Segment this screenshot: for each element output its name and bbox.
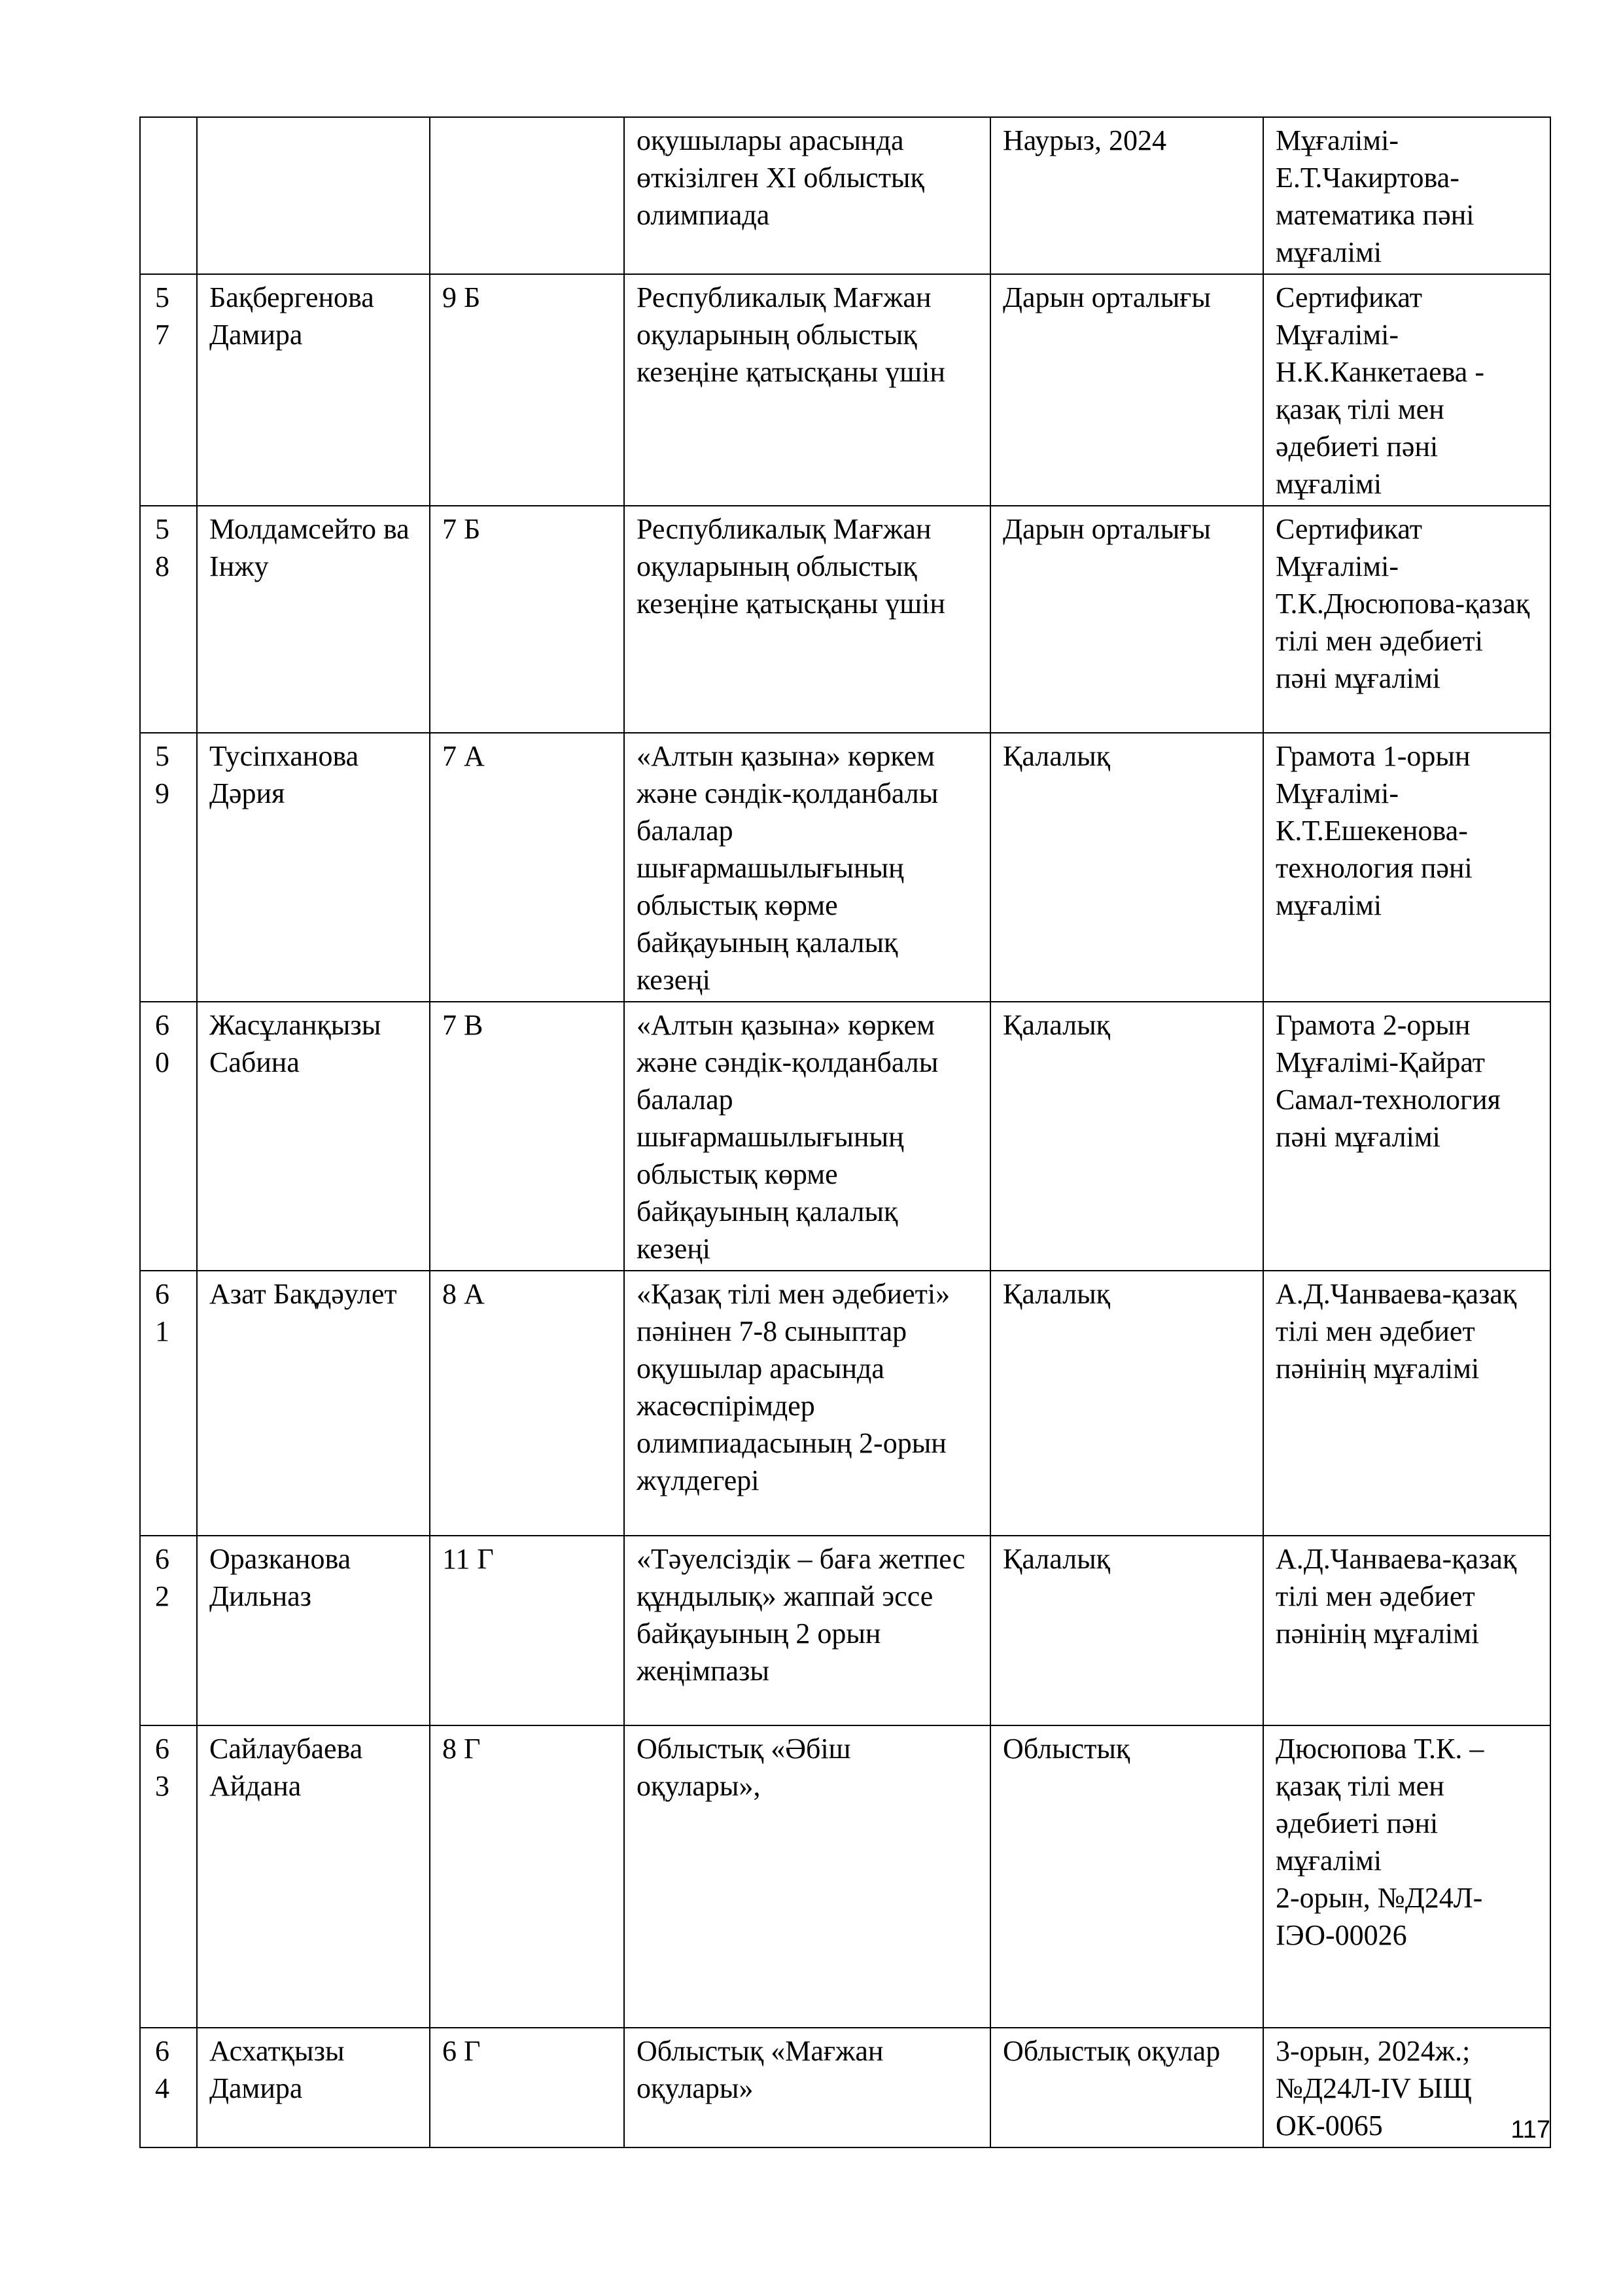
result-and-teacher: Сертификат Мұғалімі- Т.К.Дюсюпова-қазақ тілі мен әдебиеті пәні мұғалімі [1263,506,1550,733]
table-row [140,1725,1550,2028]
event-level: Қалалық [990,1536,1263,1725]
row-number: 5 7 [140,274,197,506]
student-name: Сайлаубаева Айдана [197,1725,430,2028]
result-and-teacher: А.Д.Чанваева-қазақ тілі мен әдебиет пәнінің мұғалімі [1263,1271,1550,1536]
student-name: Бақбергенова Дамира [197,274,430,506]
table-row [140,117,1550,274]
row-number: 6 2 [140,1536,197,1725]
event-description: Республикалық Мағжан оқуларының облыстық кезеңіне қатысқаны үшін [624,274,990,506]
table-row [140,506,1550,733]
row-number: 6 1 [140,1271,197,1536]
result-and-teacher: 3-орын, 2024ж.; №Д24Л-IV ЫЩ ОК-0065 [1263,2028,1550,2147]
student-class: 7 В [430,1002,624,1271]
result-and-teacher: Сертификат Мұғалімі- Н.К.Канкетаева - қазақ тілі мен әдебиеті пәні мұғалімі [1263,274,1550,506]
event-description: «Қазақ тілі мен әдебиеті» пәнінен 7-8 сыныптар оқушылар арасында жасөспірімдер олимпиадасының 2-орын жүлдегері [624,1271,990,1536]
event-level: Қалалық [990,733,1263,1002]
event-description: «Алтын қазына» көркем және сәндік-қолданбалы балалар шығармашылығының облыстық көрме байқауының қалалық кезеңі [624,1002,990,1271]
result-and-teacher: Дюсюпова Т.К. – қазақ тілі мен әдебиеті пәні мұғалімі 2-орын, №Д24Л-ІЭО-00026 [1263,1725,1550,2028]
event-level: Қалалық [990,1271,1263,1536]
table-row [140,1002,1550,1271]
result-and-teacher: Грамота 2-орын Мұғалімі-Қайрат Самал-технология пәні мұғалімі [1263,1002,1550,1271]
student-class: 9 Б [430,274,624,506]
result-and-teacher: А.Д.Чанваева-қазақ тілі мен әдебиет пәнінің мұғалімі [1263,1536,1550,1725]
table-row [140,2028,1550,2147]
event-description: оқушылары арасында өткізілген XI облыстық олимпиада [624,117,990,274]
student-name [197,117,430,274]
student-class [430,117,624,274]
event-description: Республикалық Мағжан оқуларының облыстық кезеңіне қатысқаны үшін [624,506,990,733]
row-number: 6 0 [140,1002,197,1271]
achievements-table [139,116,1551,2148]
row-number: 6 3 [140,1725,197,2028]
result-and-teacher: Грамота 1-орын Мұғалімі- К.Т.Ешекенова-технология пәні мұғалімі [1263,733,1550,1002]
student-name: Асхатқызы Дамира [197,2028,430,2147]
event-description: Облыстық «Мағжан оқулары» [624,2028,990,2147]
student-class: 7 А [430,733,624,1002]
event-description: «Алтын қазына» көркем және сәндік-қолданбалы балалар шығармашылығының облыстық көрме байқауының қалалық кезеңі [624,733,990,1002]
event-description: «Тәуелсіздік – баға жетпес құндылық» жаппай эссе байқауының 2 орын жеңімпазы [624,1536,990,1725]
table-row [140,1271,1550,1536]
event-level: Қалалық [990,1002,1263,1271]
student-name: Оразканова Дильназ [197,1536,430,1725]
event-level: Облыстық [990,1725,1263,2028]
event-level: Дарын орталығы [990,274,1263,506]
event-level: Облыстық оқулар [990,2028,1263,2147]
student-class: 8 А [430,1271,624,1536]
student-class: 8 Г [430,1725,624,2028]
row-number: 6 4 [140,2028,197,2147]
row-number: 5 9 [140,733,197,1002]
table-row [140,733,1550,1002]
student-name: Азат Бақдәулет [197,1271,430,1536]
student-name: Молдамсейто ва Інжу [197,506,430,733]
student-class: 11 Г [430,1536,624,1725]
achievements-table-body [140,117,1550,2147]
student-name: Жасұланқызы Сабина [197,1002,430,1271]
row-number [140,117,197,274]
student-class: 7 Б [430,506,624,733]
row-number: 5 8 [140,506,197,733]
student-name: Тусіпханова Дәрия [197,733,430,1002]
page-number: 117 [1510,2116,1550,2144]
student-class: 6 Г [430,2028,624,2147]
event-level: Дарын орталығы [990,506,1263,733]
result-and-teacher: Мұғалімі- Е.Т.Чакиртова-математика пәні мұғалімі [1263,117,1550,274]
table-row [140,1536,1550,1725]
table-row [140,274,1550,506]
event-level: Наурыз, 2024 [990,117,1263,274]
event-description: Облыстық «Әбіш оқулары», [624,1725,990,2028]
